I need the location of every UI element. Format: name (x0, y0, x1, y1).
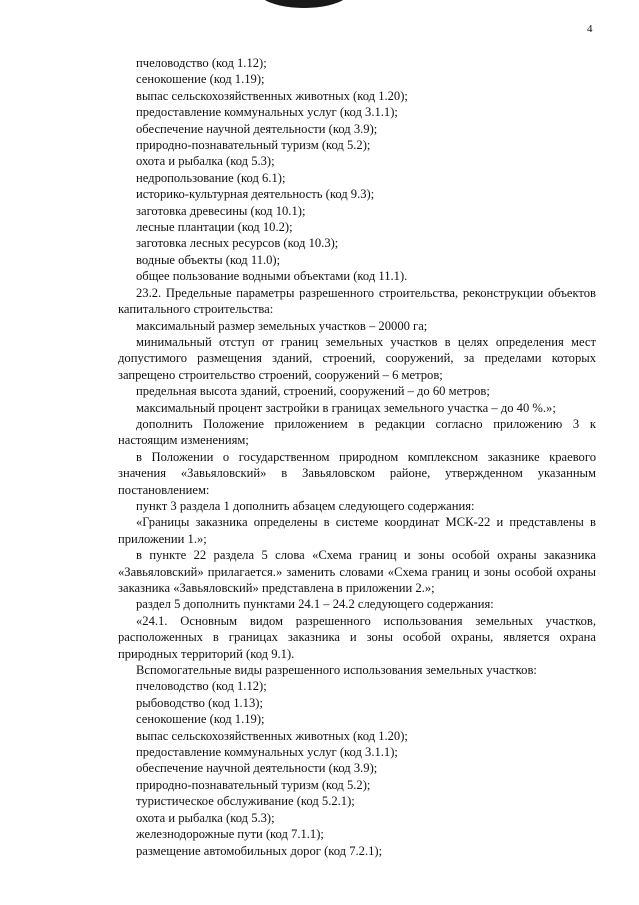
min-setback-paragraph: минимальный отступ от границ земельных участков в целях определения мест допустимого размещения зданий, строений, сооружений, за пределами которых запрещено строительство строений, сооружений – 6 метров; (118, 334, 596, 382)
list-item: туристическое обслуживание (код 5.2.1); (136, 794, 355, 809)
list-item: водные объекты (код 11.0); (136, 252, 281, 267)
list-item: пчеловодство (код 1.12); (136, 56, 267, 70)
max-area-line: максимальный размер земельных участков – 20000 га; (136, 318, 428, 333)
page-number: 4 (587, 23, 593, 35)
list-item: обеспечение научной деятельности (код 3.9); (136, 761, 378, 776)
max-height-line: предельная высота зданий, строений, сооружений – до 60 метров; (136, 384, 490, 399)
paragraph-23-2: 23.2. Предельные параметры разрешенного строительства, реконструкции объектов капитального строительства: (118, 285, 596, 317)
list-item: охота и рыбалка (код 5.3); (136, 154, 275, 169)
list-item: заготовка лесных ресурсов (код 10.3); (136, 236, 339, 251)
list-item: сенокошение (код 1.19); (136, 72, 265, 87)
list-item: сенокошение (код 1.19); (136, 712, 265, 727)
list-item: общее пользование водными объектами (код 11.1). (136, 269, 408, 284)
permitted-uses-list (118, 55, 596, 285)
list-item: выпас сельскохозяйственных животных (код 1.20); (136, 728, 408, 743)
list-item: предоставление коммунальных услуг (код 3.1.1); (136, 745, 398, 760)
list-item: обеспечение научной деятельности (код 3.9); (136, 121, 378, 136)
section5-intro-line: раздел 5 дополнить пунктами 24.1 – 24.2 следующего содержания: (136, 597, 494, 612)
list-item: природно-познавательный туризм (код 5.2); (136, 777, 371, 792)
paragraph-24-1: «24.1. Основным видом разрешенного использования земельных участков, расположенных в границах заказника и зоны особой охраны, является охрана природных территорий (код 9.1). (118, 613, 596, 661)
list-item: историко-культурная деятельность (код 9.3); (136, 187, 375, 202)
list-item: размещение автомобильных дорог (код 7.2.1); (136, 843, 383, 858)
list-item: охота и рыбалка (код 5.3); (136, 810, 275, 825)
punch-hole-mark (258, 0, 350, 8)
item22-replace-paragraph: в пункте 22 раздела 5 слова «Схема границ и зоны особой охраны заказника «Завьяловский» прилагается.» заменить словами «Схема границ и зоны особой охраны заказника «Завьяловский» представлена в приложении 2.»; (118, 548, 596, 595)
polozhenie-intro-paragraph: в Положении о государственном природном комплексном заказнике краевого значения «Завьяловский» в Завьяловском районе, утвержденном указанным постановлением: (118, 449, 596, 497)
list-item: недропользование (код 6.1); (136, 170, 286, 185)
list-item: природно-познавательный туризм (код 5.2); (136, 138, 371, 153)
supplement-polozhenie-paragraph: дополнить Положение приложением в редакции согласно приложению 3 к настоящим изменениям; (118, 416, 596, 448)
list-item: заготовка древесины (код 10.1); (136, 203, 306, 218)
borders-quote-paragraph: «Границы заказника определены в системе координат МСК-22 и представлены в приложении 1.»; (118, 515, 596, 546)
list-item: лесные плантации (код 10.2); (136, 220, 293, 235)
list-item: выпас сельскохозяйственных животных (код 1.20); (136, 88, 408, 103)
max-coverage-line: максимальный процент застройки в границах земельного участка – до 40 %.»; (136, 400, 556, 415)
list-item: рыбоводство (код 1.13); (136, 695, 263, 710)
auxiliary-uses-list (118, 678, 596, 858)
list-item: пчеловодство (код 1.12); (136, 679, 267, 694)
list-item: предоставление коммунальных услуг (код 3.1.1); (136, 105, 398, 120)
list-item: железнодорожные пути (код 7.1.1); (136, 827, 324, 842)
document-body (118, 55, 596, 859)
item3-intro-line: пункт 3 раздела 1 дополнить абзацем следующего содержания: (136, 498, 475, 513)
aux-uses-heading: Вспомогательные виды разрешенного использования земельных участков: (136, 663, 537, 678)
